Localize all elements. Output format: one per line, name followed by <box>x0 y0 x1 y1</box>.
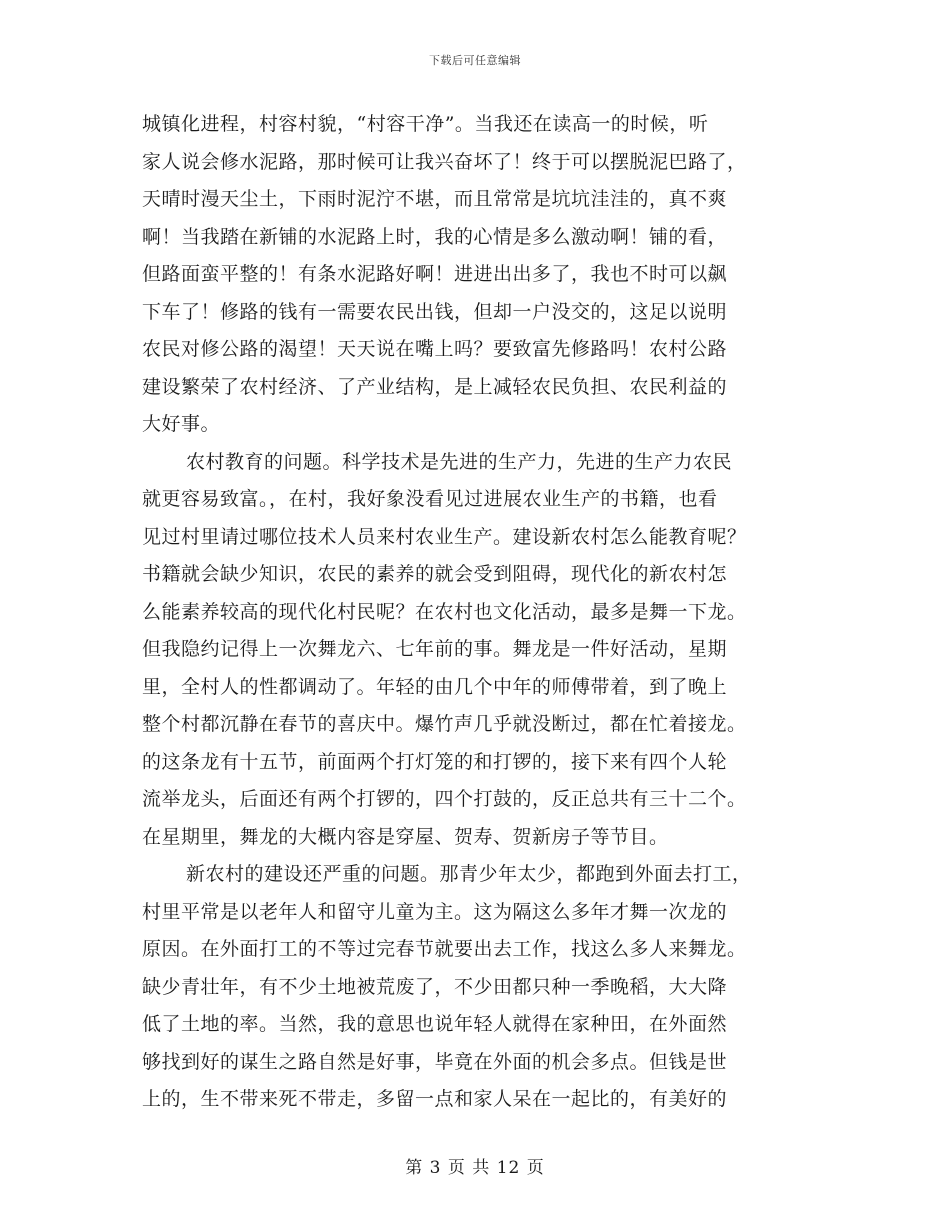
text-line: 整个村都沉静在春节的喜庆中。爆竹声几乎就没断过，都在忙着接龙。 <box>142 713 747 735</box>
text-line: 下车了！修路的钱有一需要农民出钱，但却一户没交的，这足以说明 <box>142 300 728 323</box>
document-body <box>142 106 807 1119</box>
text-line: 但路面蛮平整的！有条水泥路好啊！进进出出多了，我也不时可以飙 <box>142 263 728 285</box>
text-line: 天晴时漫天尘土，下雨时泥泞不堪，而且常常是坑坑洼洼的，真不爽 <box>142 188 728 210</box>
text-line: 缺少青壮年，有不少土地被荒废了，不少田都只种一季晚稻，大大降 <box>142 975 728 998</box>
text-line: 么能素养较高的现代化村民呢？在农村也文化活动，最多是舞一下龙。 <box>142 600 747 623</box>
page-number-footer: 第 3 页 共 12 页 <box>405 1158 545 1178</box>
text-line: 村里平常是以老年人和留守儿童为主。这为隔这么多年才舞一次龙的 <box>142 900 728 923</box>
text-line: 低了土地的率。当然，我的意思也说年轻人就得在家种田，在外面然 <box>142 1013 728 1035</box>
paragraph-start-line: 农村教育的问题。科学技术是先进的生产力，先进的生产力农民 <box>186 450 733 473</box>
text-line: 但我隐约记得上一次舞龙六、七年前的事。舞龙是一件好活动，星期 <box>142 638 728 660</box>
text-line: 建设繁荣了农村经济、了产业结构，是上减轻农民负担、农民利益的 <box>142 375 728 398</box>
text-line: 家人说会修水泥路，那时候可让我兴奋坏了！终于可以摆脱泥巴路了， <box>142 150 747 173</box>
text-line: 里，全村人的性都调动了。年轻的由几个中年的师傅带着，到了晚上 <box>142 675 728 698</box>
text-line: 啊！当我踏在新铺的水泥路上时，我的心情是多么激动啊！铺的看， <box>142 225 728 248</box>
text-line: 见过村里请过哪位技术人员来村农业生产。建设新农村怎么能教育呢？ <box>142 525 747 548</box>
text-line: 的这条龙有十五节，前面两个打灯笼的和打锣的，接下来有四个人轮 <box>142 750 728 773</box>
text-line: 在星期里，舞龙的大概内容是穿屋、贺寿、贺新房子等节目。 <box>142 825 669 848</box>
paragraph-start-line: 新农村的建设还严重的问题。那青少年太少，都跑到外面去打工， <box>186 863 752 885</box>
text-line: 城镇化进程，村容村貌，“村容干净”。当我还在读高一的时候，听 <box>142 113 709 135</box>
text-line: 上的，生不带来死不带走，多留一点和家人呆在一起比的，有美好的 <box>142 1088 728 1110</box>
text-line: 就更容易致富。，在村，我好象没看见过进展农业生产的书籍，也看 <box>142 488 718 510</box>
text-line: 流举龙头，后面还有两个打锣的，四个打鼓的，反正总共有三十二个。 <box>142 788 747 810</box>
page-header: 下载后可任意编辑 <box>429 54 521 67</box>
text-line: 原因。在外面打工的不等过完春节就要出去工作，找这么多人来舞龙。 <box>142 938 747 960</box>
text-line: 农民对修公路的渴望！天天说在嘴上吗？要致富先修路吗！农村公路 <box>142 338 728 360</box>
text-line: 大好事。 <box>142 413 221 435</box>
text-line: 够找到好的谋生之路自然是好事，毕竟在外面的机会多点。但钱是世 <box>142 1050 728 1073</box>
text-line: 书籍就会缺少知识，农民的素养的就会受到阻碍，现代化的新农村怎 <box>142 563 728 585</box>
